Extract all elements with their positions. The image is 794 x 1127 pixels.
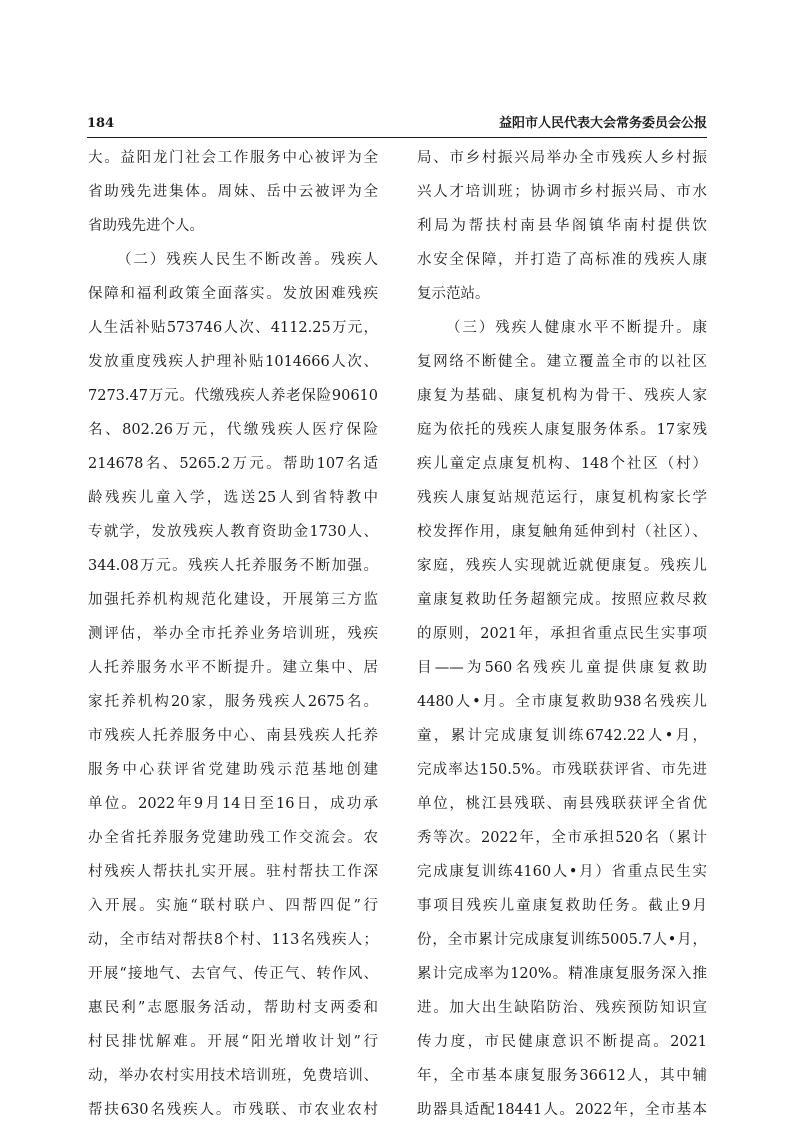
text-line: 专就学，发放残疾人教育资助金1730人、 xyxy=(88,524,378,540)
text-line: 传力度，市民健康意识不断提高。2021 xyxy=(417,1034,707,1050)
section-heading-line: （三）残疾人健康水平不断提升。康 xyxy=(446,320,707,336)
text-line: 家托养机构20家，服务残疾人2675名。 xyxy=(88,694,378,710)
text-line: 发放重度残疾人护理补贴1014666人次、 xyxy=(88,354,378,370)
text-line: 人生活补贴573746人次、4112.25万元， xyxy=(88,320,378,336)
text-line: 开展“接地气、去官气、传正气、转作风、 xyxy=(88,966,378,982)
page-number: 184 xyxy=(87,116,115,131)
text-line: 市残疾人托养服务中心、南县残疾人托养 xyxy=(88,728,378,744)
text-line: 进。加大出生缺陷防治、残疾预防知识宣 xyxy=(417,1000,707,1016)
text-line: 校发挥作用，康复触角延伸到村（社区）、 xyxy=(417,524,707,540)
text-line: 村民排忧解难。开展“阳光增收计划”行 xyxy=(88,1034,378,1050)
text-line: 年，全市基本康复服务36612人，其中辅 xyxy=(417,1068,707,1084)
text-line: 344.08万元。残疾人托养服务不断加强。 xyxy=(88,558,378,574)
text-line: 水安全保障，并打造了高标准的残疾人康 xyxy=(417,252,707,268)
text-line: 大。益阳龙门社会工作服务中心被评为全 xyxy=(88,150,378,166)
text-line: 动，举办农村实用技术培训班，免费培训、 xyxy=(88,1068,378,1084)
text-line: 省助残先进个人。 xyxy=(88,218,204,234)
text-line: 的原则，2021年，承担省重点民生实事项 xyxy=(417,626,707,642)
text-line: 目——为560名残疾儿童提供康复救助 xyxy=(417,660,707,676)
text-line: 残疾人康复站规范运行，康复机构家长学 xyxy=(417,490,707,506)
text-line: 214678名、5265.2万元。帮助107名适 xyxy=(88,456,378,472)
text-line: 保障和福利政策全面落实。发放困难残疾 xyxy=(88,286,378,302)
text-line: 累计完成率为120%。精准康复服务深入推 xyxy=(417,966,707,982)
text-line: 兴人才培训班；协调市乡村振兴局、市水 xyxy=(417,184,707,200)
text-line: 复网络不断健全。建立覆盖全市的以社区 xyxy=(417,354,707,370)
text-line: 庭为依托的残疾人康复服务体系。17家残 xyxy=(417,422,707,438)
text-line: 秀等次。2022年，全市承担520名（累计 xyxy=(417,830,707,846)
text-line: 助器具适配18441人。2022年，全市基本 xyxy=(417,1102,707,1118)
text-line: 加强托养机构规范化建设，开展第三方监 xyxy=(88,592,378,608)
text-line: 单位。2022年9月14日至16日，成功承 xyxy=(88,796,378,812)
text-line: 名、802.26万元，代缴残疾人医疗保险 xyxy=(88,422,378,438)
text-line: 份，全市累计完成康复训练5005.7人•月， xyxy=(417,932,707,948)
text-line: 人托养服务水平不断提升。建立集中、居 xyxy=(88,660,378,676)
text-line: 龄残疾儿童入学，选送25人到省特教中 xyxy=(88,490,378,506)
text-line: 家庭，残疾人实现就近就便康复。残疾儿 xyxy=(417,558,707,574)
text-line: 动，全市结对帮扶8个村、113名残疾人； xyxy=(88,932,378,948)
right-column xyxy=(417,141,707,1127)
text-line: 测评估，举办全市托养业务培训班，残疾 xyxy=(88,626,378,642)
text-line: 完成率达150.5%。市残联获评省、市先进 xyxy=(417,762,707,778)
text-line: 省助残先进集体。周妹、岳中云被评为全 xyxy=(88,184,378,200)
text-line: 童康复救助任务超额完成。按照应救尽救 xyxy=(417,592,707,608)
text-line: 村残疾人帮扶扎实开展。驻村帮扶工作深 xyxy=(88,864,378,880)
text-line: 童，累计完成康复训练6742.22人•月， xyxy=(417,728,707,744)
text-line: 7273.47万元。代缴残疾人养老保险90610 xyxy=(88,388,378,404)
text-line: 4480人•月。全市康复救助938名残疾儿 xyxy=(417,694,707,710)
text-line: 疾儿童定点康复机构、148个社区（村） xyxy=(417,456,707,472)
text-line: 复示范站。 xyxy=(417,286,490,302)
section-heading-line: （二）残疾人民生不断改善。残疾人 xyxy=(117,252,378,268)
text-line: 单位，桃江县残联、南县残联获评全省优 xyxy=(417,796,707,812)
text-line: 帮扶630名残疾人。市残联、市农业农村 xyxy=(88,1102,378,1118)
left-column xyxy=(88,141,378,1127)
text-line: 康复为基础、康复机构为骨干、残疾人家 xyxy=(417,388,707,404)
text-line: 利局为帮扶村南县华阁镇华南村提供饮 xyxy=(417,218,707,234)
text-line: 事项目残疾儿童康复救助任务。截止9月 xyxy=(417,898,707,914)
text-line: 服务中心获评省党建助残示范基地创建 xyxy=(88,762,378,778)
journal-title: 益阳市人民代表大会常务委员会公报 xyxy=(498,116,707,131)
header-rule xyxy=(87,137,707,138)
text-line: 入开展。实施“联村联户、四帮四促”行 xyxy=(88,898,378,914)
text-line: 局、市乡村振兴局举办全市残疾人乡村振 xyxy=(417,150,707,166)
text-line: 惠民利”志愿服务活动，帮助村支两委和 xyxy=(88,1000,378,1016)
text-line: 办全省托养服务党建助残工作交流会。农 xyxy=(88,830,378,846)
page-header xyxy=(87,112,707,132)
text-line: 完成康复训练4160人•月）省重点民生实 xyxy=(417,864,707,880)
